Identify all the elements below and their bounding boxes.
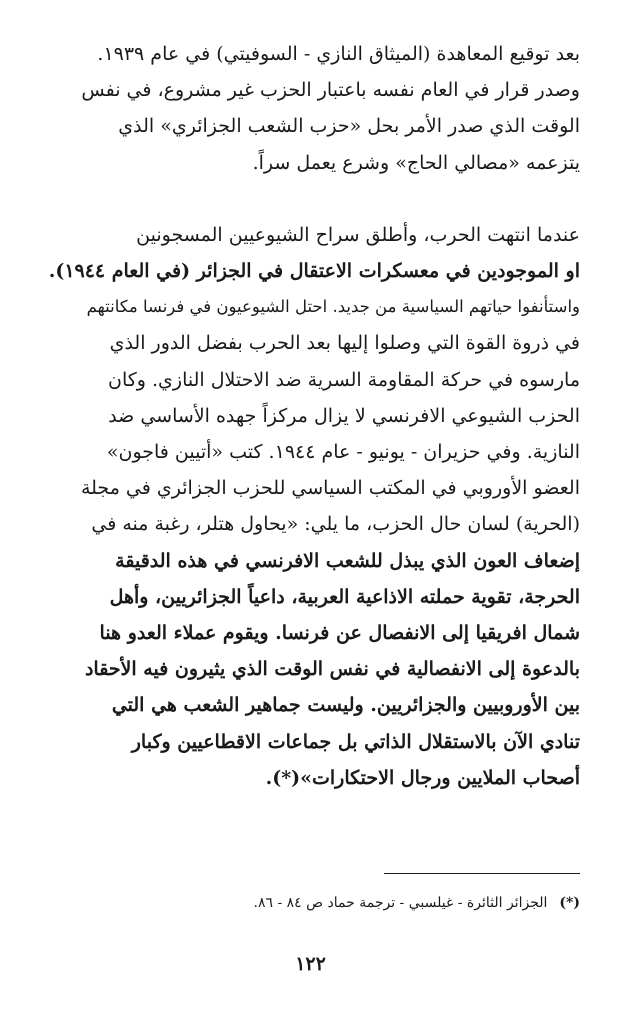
text-line: بعد توقيع المعاهدة (الميثاق النازي - السوفيتي) في عام ١٩٣٩. bbox=[97, 43, 580, 65]
text-line: الحرجة، تقوية حملته الاذاعية العربية، داعياً الجزائريين، وأهل bbox=[109, 585, 580, 608]
text-line: (الحرية) لسان حال الحزب، ما يلي: «يحاول هتلر، رغبة منه في bbox=[91, 513, 580, 536]
paragraph-2 bbox=[40, 217, 580, 796]
paragraph-1 bbox=[40, 36, 580, 181]
text-line: العضو الأوروبي في المكتب السياسي للحزب الجزائري في مجلة bbox=[80, 477, 580, 500]
page-body bbox=[40, 36, 580, 796]
page-number: ١٢٢ bbox=[295, 953, 326, 975]
text-line: تنادي الآن بالاستقلال الذاتي بل جماعات الاقطاعيين وكبار bbox=[131, 730, 580, 753]
text-line: أصحاب الملايين ورجال الاحتكارات»(*). bbox=[265, 766, 580, 789]
text-line: وصدر قرار في العام نفسه باعتبار الحزب غير مشروع، في نفس bbox=[81, 79, 580, 102]
text-line: في ذروة القوة التي وصلوا إليها بعد الحرب بفضل الدور الذي bbox=[109, 332, 580, 355]
footnote bbox=[40, 890, 580, 916]
text-line: النازية. وفي حزيران - يونيو - عام ١٩٤٤. كتب «أتيين فاجون» bbox=[106, 441, 580, 464]
footnote-text: الجزائر الثائرة - غيلسبي - ترجمة حماد ص ٨٤ - ٨٦. bbox=[253, 895, 548, 911]
text-line: مارسوه في حركة المقاومة السرية ضد الاحتلال النازي. وكان bbox=[108, 368, 580, 391]
footnote-divider bbox=[384, 873, 580, 874]
text-line: الوقت الذي صدر الأمر بحل «حزب الشعب الجزائري» الذي bbox=[118, 115, 580, 138]
footnote-marker: (*) bbox=[559, 895, 580, 911]
text-line: بين الأوروبيين والجزائريين. وليست جماهير الشعب هي التي bbox=[111, 694, 580, 717]
text-line: او الموجودين في معسكرات الاعتقال في الجزائر (في العام ١٩٤٤). bbox=[48, 260, 580, 283]
text-line: بالدعوة إلى الانفصالية في نفس الوقت الذي يثيرون فيه الأحقاد bbox=[84, 658, 580, 681]
text-line: واستأنفوا حياتهم السياسية من جديد. احتل الشيوعيون في فرنسا مكانتهم bbox=[86, 297, 580, 317]
text-line: عندما انتهت الحرب، وأطلق سراح الشيوعيين المسجونين bbox=[136, 223, 580, 246]
text-line: الحزب الشيوعي الافرنسي لا يزال مركزاً جهده الأساسي ضد bbox=[108, 404, 580, 427]
text-line: شمال افريقيا إلى الانفصال عن فرنسا. ويقوم عملاء العدو هنا bbox=[99, 622, 580, 645]
text-line: إضعاف العون الذي يبذل للشعب الافرنسي في هذه الدقيقة bbox=[115, 549, 580, 572]
text-line: يتزعمه «مصالي الحاج» وشرع يعمل سراً. bbox=[252, 151, 580, 174]
